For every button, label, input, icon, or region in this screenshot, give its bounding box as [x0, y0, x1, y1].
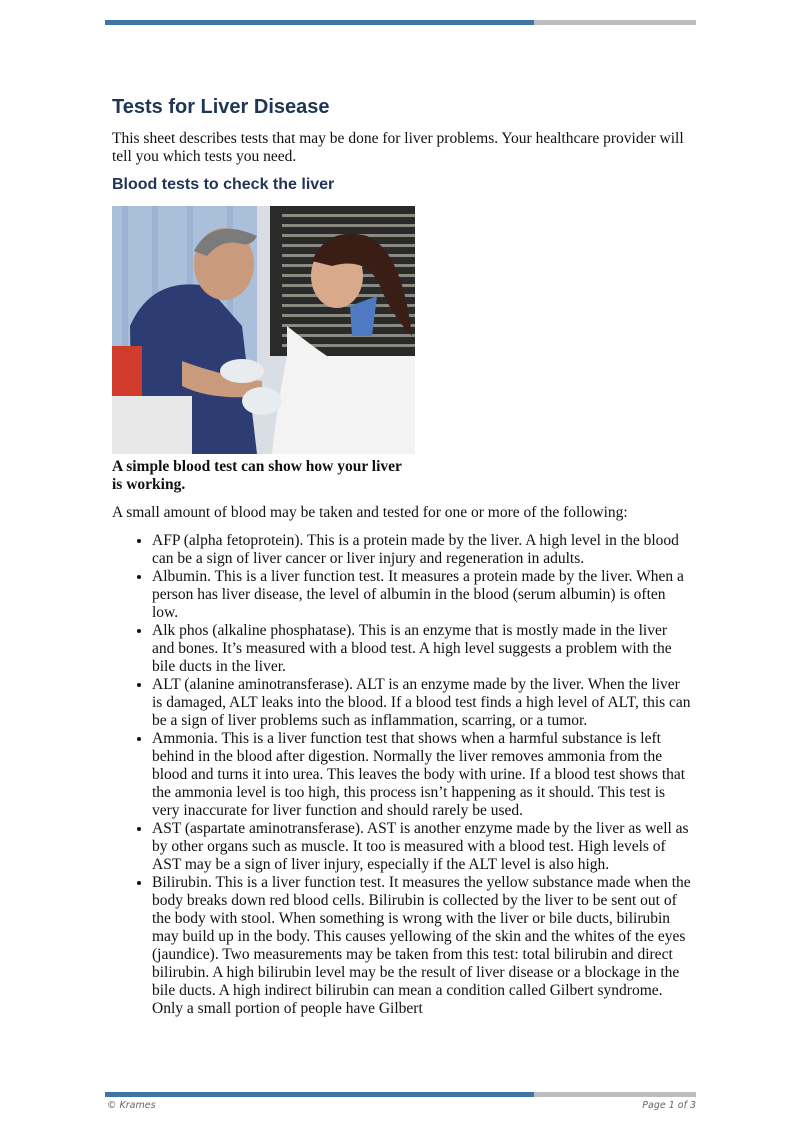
- lead-paragraph: A small amount of blood may be taken and tested for one or more of the following:: [112, 504, 628, 521]
- top-bar-gray-segment: [534, 20, 696, 25]
- blood-test-photo: [112, 206, 415, 454]
- list-item-ammonia: • Ammonia. This is a liver function test that shows when a harmful substance is left behind in the blood after digestion. Normally the liver removes ammonia from the blood and turns it into urea. This leaves the body with urine. If a blood test shows that the ammonia level is too high, this process isn’t happening as it should. This test is very inaccurate for liver function and should rarely be used.: [152, 730, 692, 820]
- page-title: Tests for Liver Disease: [112, 96, 330, 118]
- page-number: Page 1 of 3: [642, 1100, 696, 1111]
- list-item-ast: • AST (aspartate aminotransferase). AST is another enzyme made by the liver as well as by other organs such as muscle. It too is measured with a blood test. High levels of AST may be a sign of liver injury, especially if the ALT level is also high.: [152, 820, 692, 874]
- list-item-afp: • AFP (alpha fetoprotein). This is a protein made by the liver. A high level in the blood can be a sign of liver cancer or liver injury and regeneration in adults.: [152, 532, 692, 568]
- list-item-albumin: • Albumin. This is a liver function test. It measures a protein made by the liver. When a person has liver disease, the level of albumin in the blood (serum albumin) is often low.: [152, 568, 692, 622]
- photo-illustration: [112, 206, 415, 454]
- list-item-alt: • ALT (alanine aminotransferase). ALT is an enzyme made by the liver. When the liver is damaged, ALT leaks into the blood. If a blood test finds a high level of ALT, this can be a sign of liver problems such as inflammation, scarring, or a tumor.: [152, 676, 692, 730]
- page-footer: [107, 1100, 696, 1111]
- intro-paragraph: This sheet describes tests that may be done for liver problems. Your healthcare provider will tell you which tests you need.: [112, 130, 684, 165]
- bottom-progress-bar: [105, 1092, 696, 1097]
- copyright-text: © Krames: [107, 1100, 156, 1111]
- photo-caption: A simple blood test can show how your liver is working.: [112, 458, 402, 493]
- bottom-bar-gray-segment: [534, 1092, 696, 1097]
- document-content: [112, 94, 692, 1018]
- top-progress-bar: [105, 20, 696, 25]
- list-item-alk-phos: • Alk phos (alkaline phosphatase). This is an enzyme that is mostly made in the liver and bones. It’s measured with a blood test. A high level suggests a problem with the bile ducts in the liver.: [152, 622, 692, 676]
- top-bar-blue-segment: [105, 20, 534, 25]
- bottom-bar-blue-segment: [105, 1092, 534, 1097]
- list-item-bilirubin: • Bilirubin. This is a liver function test. It measures the yellow substance made when the body breaks down red blood cells. Bilirubin is collected by the liver to be sent out of the body with stool. When something is wrong with the liver or bile ducts, bilirubin may build up in the body. This causes yellowing of the skin and the whites of the eyes (jaundice). Two measurements may be taken from this test: total bilirubin and direct bilirubin. A high bilirubin level may be the result of liver disease or a blockage in the bile ducts. A high indirect bilirubin can mean a condition called Gilbert syndrome. Only a small portion of people have Gilbert: [152, 874, 692, 1018]
- section-heading: Blood tests to check the liver: [112, 176, 335, 193]
- test-list: [112, 532, 692, 1018]
